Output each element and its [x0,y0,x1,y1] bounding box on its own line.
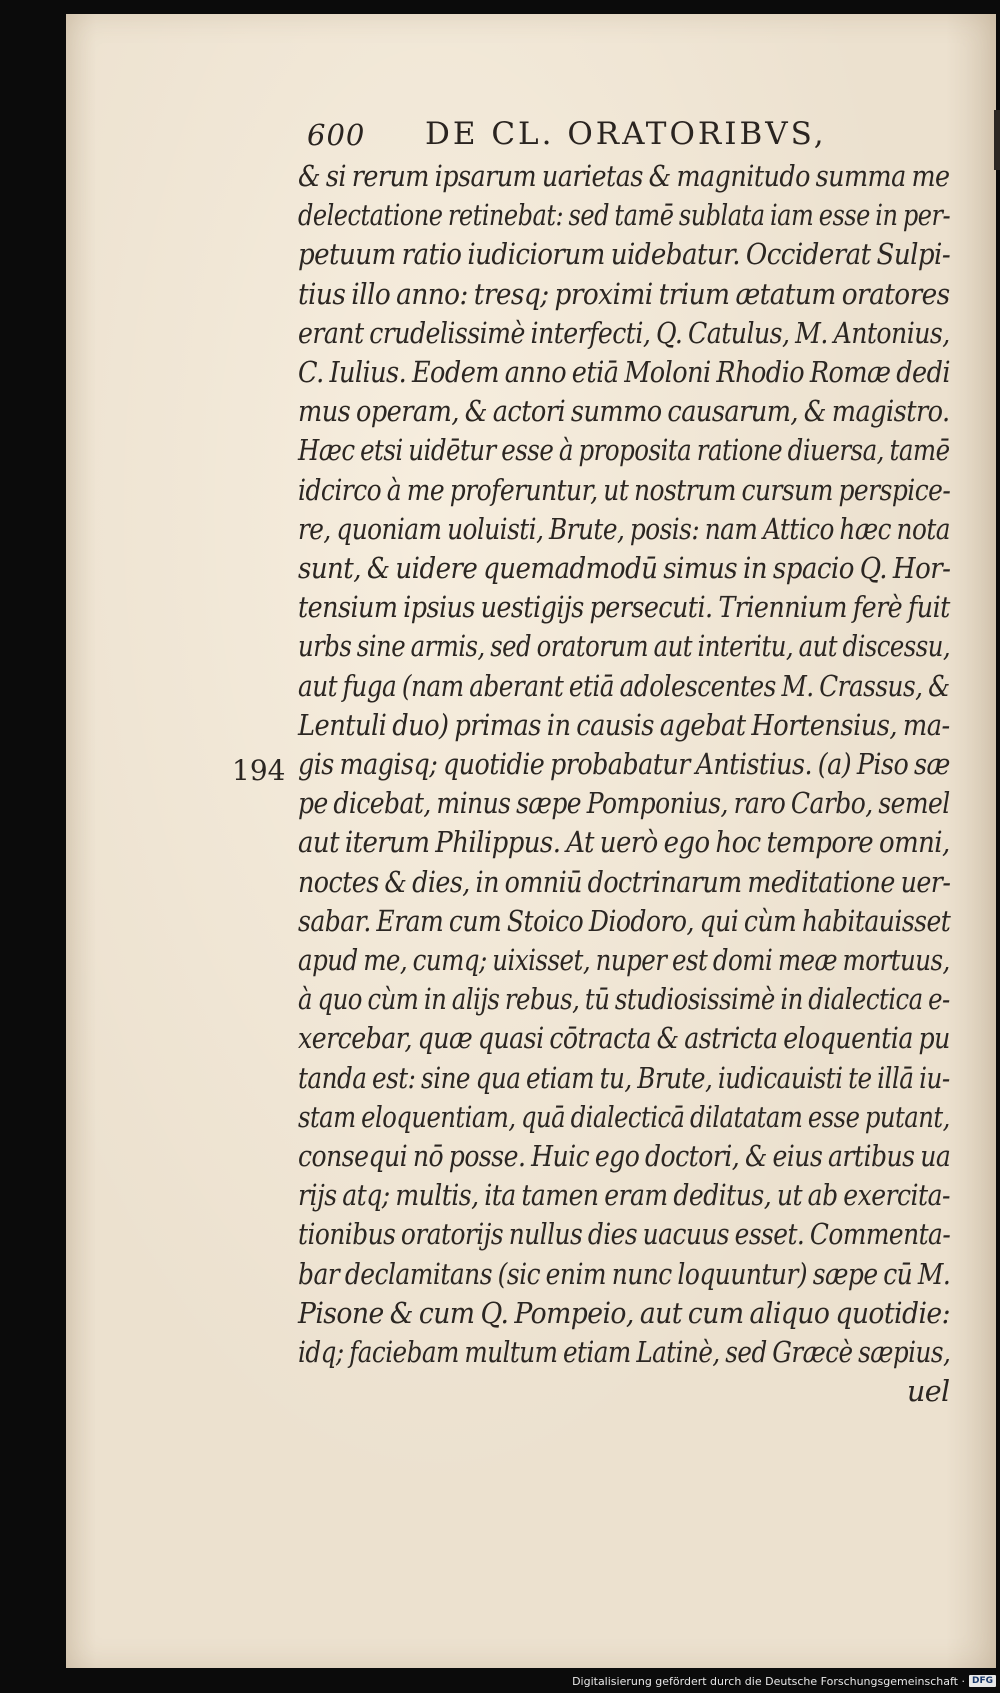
page-edge-shadow [994,110,1000,170]
text-line: tionibus oratorijs nullus dies uacuus esset. Commenta- [298,1218,951,1252]
text-line: sunt, & uidere quemadmodū simus in spacio Q. Hor- [298,552,951,585]
text-line: idq; faciebam multum etiam Latinè, sed Græcè sæpius, [298,1336,951,1369]
text-line: tanda est: sine qua etiam tu, Brute, iudicauisti te illā iu- [298,1061,950,1095]
text-line: bar declamitans (sic enim nunc loquuntur) sæpe cū M. [298,1257,951,1291]
text-line: apud me, cumq; uixisset, nuper est domi meæ mortuus, [298,944,950,977]
text-line: re, quoniam uoluisti, Brute, posis: nam Attico hæc nota [298,512,950,546]
text-line: à quo cùm in alijs rebus, tū studiosissimè in dialectica e- [298,983,950,1017]
text-line: Pisone & cum Q. Pompeio, aut cum aliquo quotidie: [298,1296,951,1330]
text-line: Hæc etsi uidētur esse à proposita ratione diuersa, tamē [298,434,950,468]
text-line: consequi nō posse. Huic ego doctori, & eius artibus ua [298,1140,951,1173]
text-line: delectatione retinebat: sed tamē sublata iam esse in per- [298,199,951,233]
text-line: petuum ratio iudiciorum uidebatur. Occiderat Sulpi- [298,238,951,272]
text-line: Lentuli duo) primas in causis agebat Hortensius, ma- [298,708,950,742]
page-header [307,112,947,160]
page-number: 600 [307,118,366,152]
text-line: xercebar, quæ quasi cōtracta & astricta eloquentia pu [298,1022,950,1056]
text-line: tius illo anno: tresq; proximi trium ætatum oratores [298,277,950,311]
digitization-footer [572,1672,996,1690]
footer-credit: Digitalisierung gefördert durch die Deutsche Forschungsgemeinschaft · [572,1674,965,1688]
text-line: pe dicebat, minus sæpe Pomponius, raro Carbo, semel [298,787,950,821]
text-line: noctes & dies, in omniū doctrinarum meditatione uer- [298,865,951,899]
text-line: erant crudelissimè interfecti, Q. Catulus, M. Antonius, [298,316,950,350]
margin-note: 194 [232,754,286,787]
text-line: idcirco à me proferuntur, ut nostrum cursum perspice- [298,473,951,507]
text-line: aut iterum Philippus. At uerò ego hoc tempore omni, [298,826,950,860]
text-line: C. Iulius. Eodem anno etiā Moloni Rhodio Romæ dedi [298,356,951,389]
text-line: rijs atq; multis, ita tamen eram deditus, ut ab exercita- [298,1179,950,1213]
text-line: & si rerum ipsarum uarietas & magnitudo summa me [298,160,950,193]
running-title: DE CL. ORATORIBVS, [425,116,827,152]
catchword: uel [907,1375,950,1409]
text-line: tensium ipsius uestigijs persecuti. Triennium ferè fuit [298,591,950,625]
text-line: stam eloquentiam, quā dialecticā dilatatam esse putant, [298,1100,950,1134]
text-line: mus operam, & actori summo causarum, & magistro. [298,395,950,429]
dfg-logo: DFG [969,1675,996,1687]
text-line: urbs sine armis, sed oratorum aut interitu, aut discessu, [298,630,951,664]
text-line: aut fuga (nam aberant etiā adolescentes M. Crassus, & [298,669,950,703]
text-line: sabar. Eram cum Stoico Diodoro, qui cùm habitauisset [298,904,951,938]
text-line: gis magisq; quotidie probabatur Antistius. (a) Piso sæ [298,748,950,781]
